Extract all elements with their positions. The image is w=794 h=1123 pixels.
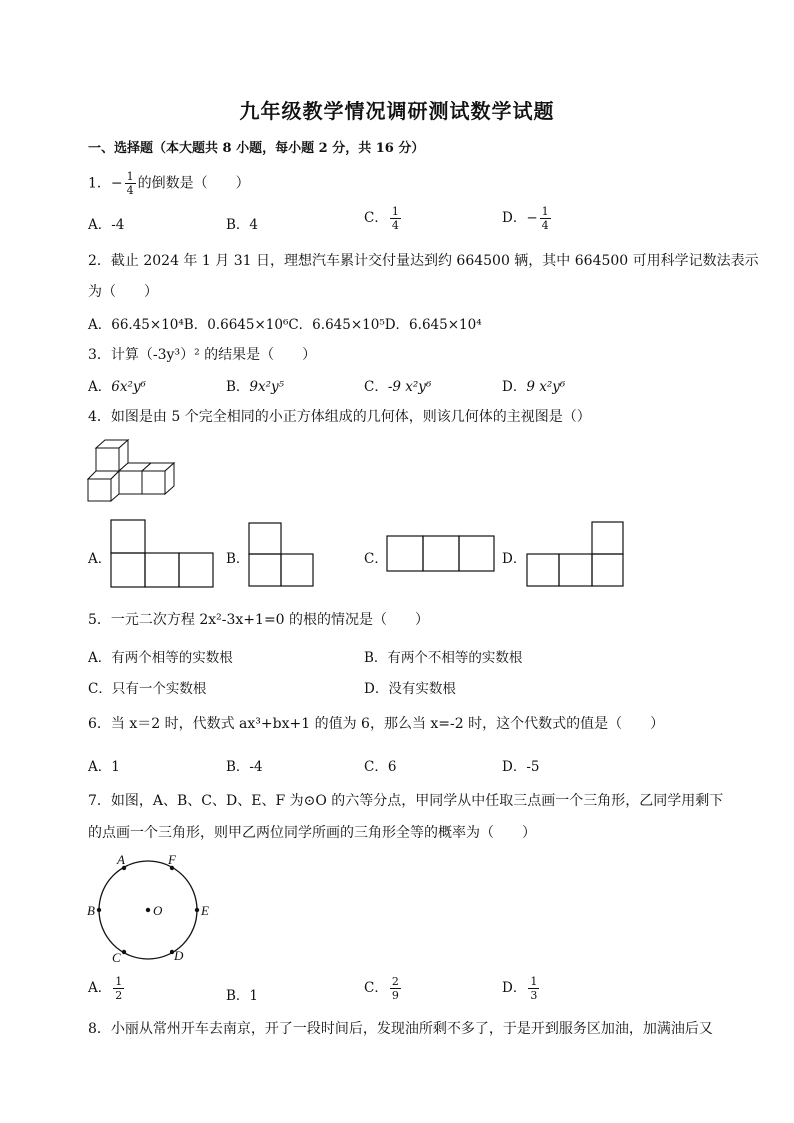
q3-option-a (88, 375, 146, 395)
q4-solid-figure (86, 436, 178, 502)
q2-line-2: 为（ ） (88, 284, 158, 300)
point-e (195, 908, 199, 912)
option-label: B． (226, 988, 250, 1004)
point-c (122, 950, 126, 954)
cube-front-face (96, 448, 119, 471)
q6-option-c: C．6 (364, 759, 397, 775)
section-heading: 一、选择题（本大题共 8 小题，每小题 2 分，共 16 分） (88, 141, 425, 156)
q3-stem: 3．计算（-3y³）² 的结果是（ ） (88, 347, 317, 363)
q4-option-b-label: B． (226, 551, 250, 567)
label-e: E (201, 903, 209, 918)
frac-num: 2 (391, 975, 399, 988)
q4-option-d-label: D． (502, 551, 527, 567)
q7-line-1: 7．如图，A、B、C、D、E、F 为⊙O 的六等分点，甲同学从中任取三点画一个三角形，乙同学用剩下 (88, 793, 724, 809)
option-value: 1 (249, 988, 259, 1004)
point-b (97, 908, 101, 912)
q6-option-d: D．-5 (502, 759, 540, 775)
frac-num: 1 (391, 205, 399, 218)
point-o (146, 908, 150, 912)
q7-option-d (502, 975, 541, 1002)
q1-text: 的倒数是（ ） (137, 175, 250, 192)
cube-front-face (88, 479, 111, 501)
q6-option-b: B．-4 (226, 759, 263, 775)
question-1 (88, 170, 250, 197)
q1-option-d (502, 205, 553, 232)
q1-option-a (88, 213, 124, 233)
option-minus: − (526, 210, 538, 226)
q2-line-1: 2．截止 2024 年 1 月 31 日，理想汽车累计交付量达到约 664500 辆，其中 664500 可用科学记数法表示 (88, 253, 759, 269)
label-b: B (87, 903, 95, 918)
frac-den: 4 (541, 219, 549, 232)
option-label: B． (226, 217, 250, 233)
option-label: D． (502, 980, 527, 996)
option-fraction (390, 205, 401, 232)
option-label: B． (226, 379, 250, 395)
q3-option-d (502, 375, 565, 395)
label-d: D (174, 948, 184, 963)
frac-num: 1 (530, 975, 538, 988)
q5-option-a: A．有两个相等的实数根 (88, 650, 233, 666)
q4-option-c-label: C． (364, 551, 388, 567)
label-f: F (168, 852, 176, 867)
q5-stem: 5．一元二次方程 2x²-3x+1=0 的根的情况是（ ） (88, 612, 430, 628)
q7-circle-figure (84, 852, 214, 964)
q4-stem: 4．如图是由 5 个完全相同的小正方体组成的几何体，则该几何体的主视图是（） (88, 409, 591, 425)
page-title: 九年级教学情况调研测试数学试题 (239, 99, 555, 123)
option-value: 9 x²y⁶ (526, 379, 566, 395)
frac-den: 4 (391, 219, 399, 232)
option-value: 4 (249, 217, 259, 233)
q1-option-b (226, 213, 258, 233)
q3-option-b (226, 375, 284, 395)
option-label: D． (502, 210, 527, 226)
q7-option-c (364, 975, 403, 1002)
q5-option-b: B．有两个不相等的实数根 (364, 650, 523, 666)
option-fraction (540, 205, 551, 232)
option-label: A． (88, 980, 112, 996)
q4-option-c-figure (386, 535, 496, 573)
option-fraction (113, 975, 124, 1002)
q1-number: 1． (88, 175, 111, 192)
frac-den: 3 (530, 989, 538, 1002)
cube-front-face (142, 471, 165, 494)
option-label: A． (88, 217, 112, 233)
label-a: A (117, 852, 125, 867)
option-value: 6x²y⁶ (111, 379, 146, 395)
q7-option-a (88, 975, 126, 1002)
label-o: O (153, 903, 163, 918)
q1-frac-num: 1 (126, 170, 134, 183)
q4-option-d-figure (526, 521, 626, 589)
option-value: -4 (111, 217, 125, 233)
q7-option-b (226, 984, 258, 1004)
q8-line-1: 8．小丽从常州开车去南京，开了一段时间后，发现油所剩不多了，于是开到服务区加油，加满油后又 (88, 1021, 713, 1037)
frac-den: 9 (391, 989, 399, 1002)
option-label: C． (364, 980, 388, 996)
frac-num: 1 (541, 205, 549, 218)
q4-option-a-label: A． (88, 551, 112, 567)
frac-den: 2 (115, 989, 123, 1002)
label-c: C (112, 950, 121, 964)
option-fraction (390, 975, 401, 1002)
q4-option-b-figure (248, 522, 316, 588)
q5-option-c: C．只有一个实数根 (88, 681, 207, 697)
q1-fraction (125, 170, 136, 197)
q5-option-d: D．没有实数根 (364, 681, 456, 697)
frac-num: 1 (115, 975, 123, 988)
q3-option-c (364, 375, 431, 395)
option-label: C． (364, 210, 388, 226)
q4-option-a-figure (110, 519, 216, 589)
option-value: 9x²y⁵ (249, 379, 285, 395)
option-label: A． (88, 379, 112, 395)
q7-line-2: 的点画一个三角形，则甲乙两位同学所画的三角形全等的概率为（ ） (88, 825, 536, 841)
q6-stem: 6．当 x＝2 时，代数式 ax³+bx+1 的值为 6，那么当 x=-2 时，这个代数式的值是（ ） (88, 716, 665, 732)
option-label: D． (502, 379, 527, 395)
q6-option-a: A．1 (88, 759, 120, 775)
q2-options: A．66.45×10⁴B．0.6645×10⁶C．6.645×10⁵D．6.645×10⁴ (88, 317, 482, 333)
cube-front-face (119, 471, 142, 494)
q1-option-c (364, 205, 403, 232)
q1-frac-den: 4 (126, 184, 134, 197)
option-label: C． (364, 379, 388, 395)
option-fraction (528, 975, 539, 1002)
option-value: -9 x²y⁶ (387, 379, 432, 395)
q1-minus: − (110, 175, 123, 192)
